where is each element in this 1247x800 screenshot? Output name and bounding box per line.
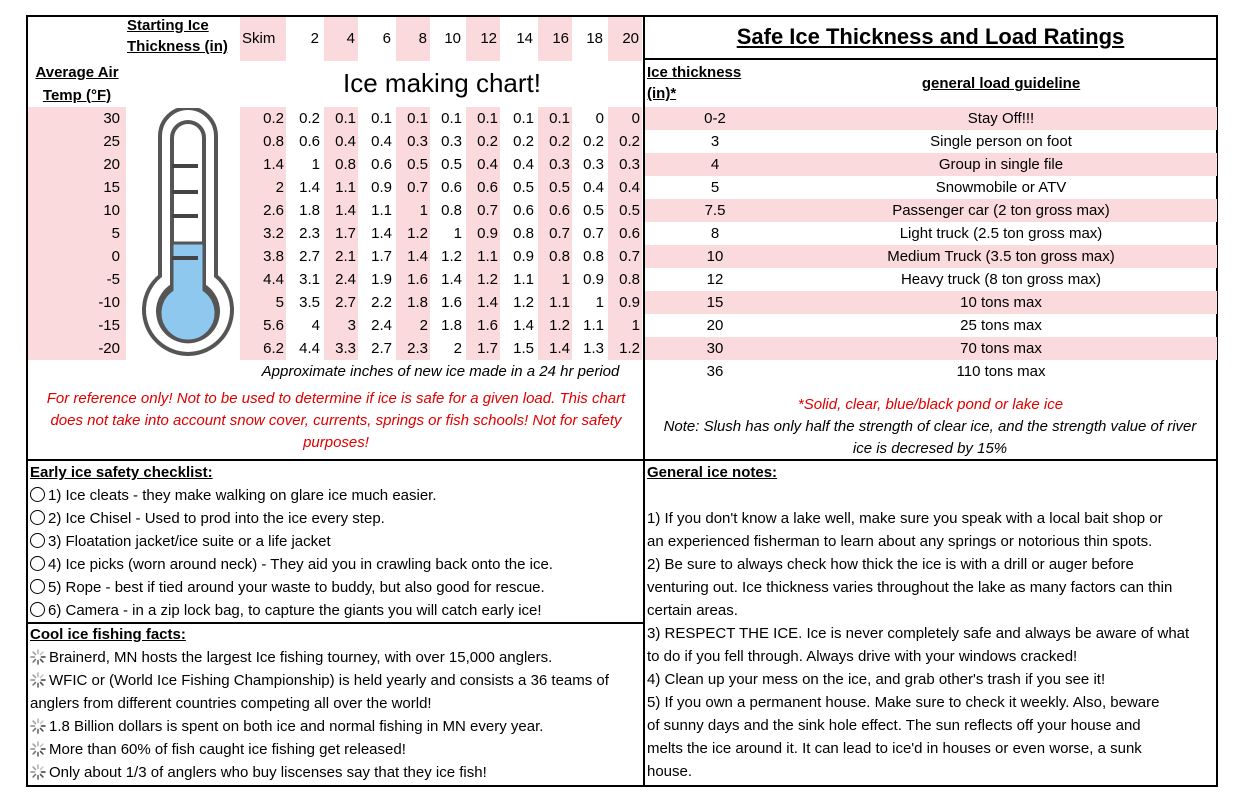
ice-value-cell: 0: [595, 110, 604, 127]
checklist-item-label: 3) Floatation jacket/ice suite or a life jacket: [48, 533, 331, 550]
checklist-item-label: 2) Ice Chisel - Used to prod into the ice every step.: [48, 510, 385, 527]
ice-value-cell: 3.2: [240, 222, 286, 245]
ice-value-cell: 1.1: [324, 176, 358, 199]
ice-value-cell: 2.2: [371, 294, 392, 311]
start-thickness-7: 14: [516, 30, 533, 47]
ice-value-cell: 0.7: [466, 199, 500, 222]
load-cell: 10 tons max: [960, 294, 1042, 311]
ice-value-cell: 1.2: [441, 248, 462, 265]
thickness-cell: 36: [706, 363, 724, 380]
ice-value-cell: 1.4: [396, 245, 430, 268]
ice-value-cell: 2.7: [299, 248, 320, 265]
fact-text: anglers from different countries competing all over the world!: [30, 695, 432, 712]
load-row: [645, 291, 1217, 314]
checklist-title: Early ice safety checklist:: [30, 464, 213, 481]
ice-value-cell: 1.2: [608, 337, 642, 360]
ice-value-cell: 1.4: [538, 337, 572, 360]
note-line: 2) Be sure to always check how thick the ice is with a drill or auger before: [647, 556, 1134, 573]
chart-caption: Approximate inches of new ice made in a 24 hr period: [261, 363, 620, 380]
ice-value-cell: 0.5: [441, 156, 462, 173]
thickness-cell: 30: [706, 340, 724, 357]
ice-value-cell: 1.4: [371, 225, 392, 242]
fact-item: [30, 738, 406, 761]
thermometer-icon: [130, 108, 240, 363]
checklist-item: [30, 530, 331, 553]
ice-value-cell: 1.6: [466, 314, 500, 337]
facts-title: Cool ice fishing facts:: [30, 626, 186, 643]
ice-value-cell: 0.7: [538, 222, 572, 245]
checklist-item-label: 1) Ice cleats - they make walking on glare ice much easier.: [48, 487, 437, 504]
thickness-cell: 4: [710, 156, 720, 173]
load-row: [645, 130, 1217, 153]
fact-text: 1.8 Billion dollars is spent on both ice and normal fishing in MN every year.: [49, 718, 544, 735]
temp-cell: -10: [28, 291, 126, 314]
start-thickness-6: 12: [466, 17, 500, 61]
temp-cell: -5: [28, 268, 126, 291]
checkbox-circle-icon[interactable]: [30, 602, 45, 617]
ice-value-cell: 1.2: [538, 314, 572, 337]
ice-value-cell: 0.6: [538, 199, 572, 222]
load-cell: 110 tons max: [956, 363, 1046, 380]
ice-value-cell: 1.7: [324, 222, 358, 245]
ice-value-cell: 0.7: [608, 245, 642, 268]
ice-thickness-header: Ice thickness (in)*: [647, 64, 742, 102]
load-cell: Single person on foot: [930, 133, 1072, 150]
ice-value-cell: 0.2: [583, 133, 604, 150]
sparkle-bullet-icon: [30, 649, 46, 665]
ice-value-cell: 1.5: [513, 340, 534, 357]
ice-value-cell: 0.8: [324, 153, 358, 176]
start-thickness-1: 2: [310, 30, 319, 47]
note-line: of sunny days and the sink hole effect. The sun reflects off your house and: [647, 717, 1141, 734]
ice-value-cell: 0.4: [466, 153, 500, 176]
load-row: [645, 245, 1217, 268]
ice-value-cell: 1: [538, 268, 572, 291]
ice-value-cell: 1.2: [513, 294, 534, 311]
ice-value-cell: 0.6: [299, 133, 320, 150]
checkbox-circle-icon[interactable]: [30, 579, 45, 594]
note-line: to do if you fell through. Always drive with your windows cracked!: [647, 648, 1078, 665]
ice-value-cell: 4.4: [299, 340, 320, 357]
checkbox-circle-icon[interactable]: [30, 556, 45, 571]
ice-value-cell: 0.8: [240, 130, 286, 153]
ice-value-cell: 0.2: [466, 130, 500, 153]
thickness-cell: 3: [710, 133, 720, 150]
ice-value-cell: 0.6: [513, 202, 534, 219]
ice-value-cell: 2.1: [324, 245, 358, 268]
load-row: [645, 153, 1217, 176]
ice-value-cell: 0.3: [608, 153, 642, 176]
checkbox-circle-icon[interactable]: [30, 487, 45, 502]
ice-value-cell: 0.7: [396, 176, 430, 199]
checklist-item: [30, 484, 437, 507]
ice-value-cell: 0.2: [538, 130, 572, 153]
ice-value-cell: 0.9: [583, 271, 604, 288]
ice-value-cell: 1.3: [583, 340, 604, 357]
ice-value-cell: 0: [608, 107, 642, 130]
ice-value-cell: 0.1: [538, 107, 572, 130]
temp-cell: 15: [28, 176, 126, 199]
temp-cell: 0: [28, 245, 126, 268]
fact-text: Brainerd, MN hosts the largest Ice fishing tourney, with over 15,000 anglers.: [49, 649, 553, 666]
ice-value-cell: 0.1: [396, 107, 430, 130]
ice-value-cell: 1: [453, 225, 462, 242]
checklist-item: [30, 599, 542, 622]
ice-value-cell: 0.4: [513, 156, 534, 173]
ice-value-cell: 6.2: [240, 337, 286, 360]
ice-value-cell: 0.5: [583, 202, 604, 219]
note-line: house.: [647, 763, 693, 780]
ice-value-cell: 5.6: [240, 314, 286, 337]
note-line: 5) If you own a permanent house. Make sure to check it weekly. Also, beware: [647, 694, 1160, 711]
ice-value-cell: 1.1: [538, 291, 572, 314]
ice-value-cell: 1: [311, 156, 320, 173]
temp-cell: 5: [28, 222, 126, 245]
ice-value-cell: 0.3: [441, 133, 462, 150]
sparkle-bullet-icon: [30, 718, 46, 734]
ice-value-cell: 2: [240, 176, 286, 199]
thickness-cell: 12: [706, 271, 724, 288]
starting-ice-label: Starting Ice Thickness (in): [127, 17, 228, 55]
ice-value-cell: 1.1: [513, 271, 534, 288]
checkbox-circle-icon[interactable]: [30, 533, 45, 548]
ice-value-cell: 0.8: [583, 248, 604, 265]
ice-value-cell: 1.4: [324, 199, 358, 222]
temp-cell: 10: [28, 199, 126, 222]
ice-value-cell: 0.8: [608, 268, 642, 291]
ice-value-cell: 0.1: [513, 110, 534, 127]
ice-value-cell: 1.6: [396, 268, 430, 291]
fact-item: [30, 646, 552, 669]
load-cell: Stay Off!!!: [967, 110, 1035, 127]
ice-value-cell: 2.4: [371, 317, 392, 334]
ice-value-cell: 1.8: [396, 291, 430, 314]
ice-value-cell: 0.3: [583, 156, 604, 173]
ice-value-cell: 2.4: [324, 268, 358, 291]
chart-disclaimer: For reference only! Not to be used to determine if ice is safe for a given load. This chart does not take into account snow cover, currents, springs or fish schools! Not for safety purposes!: [46, 390, 626, 451]
ice-value-cell: 4.4: [240, 268, 286, 291]
ice-value-cell: 1.6: [441, 294, 462, 311]
ice-value-cell: 1.9: [371, 271, 392, 288]
ice-value-cell: 0.5: [513, 179, 534, 196]
ice-value-cell: 3.3: [324, 337, 358, 360]
ice-value-cell: 4: [311, 317, 320, 334]
temp-cell: -15: [28, 314, 126, 337]
ice-value-cell: 2.7: [371, 340, 392, 357]
sparkle-bullet-icon: [30, 741, 46, 757]
load-cell: Snowmobile or ATV: [935, 179, 1067, 196]
load-row: [645, 314, 1217, 337]
ice-value-cell: 0.9: [513, 248, 534, 265]
start-thickness-10: 20: [608, 17, 642, 61]
thickness-cell: 10: [706, 248, 724, 265]
ice-value-cell: 0.8: [441, 202, 462, 219]
load-footnote: *Solid, clear, blue/black pond or lake ice: [797, 396, 1064, 413]
thickness-cell: 20: [706, 317, 724, 334]
fact-item: [30, 692, 432, 715]
load-cell: Passenger car (2 ton gross max): [892, 202, 1110, 219]
fact-text: WFIC or (World Ice Fishing Championship) is held yearly and consists a 36 teams of: [49, 672, 609, 689]
note-line: certain areas.: [647, 602, 738, 619]
start-thickness-0: Skim: [240, 17, 286, 61]
temp-cell: -20: [28, 337, 126, 360]
ice-value-cell: 0.3: [396, 130, 430, 153]
fact-item: [30, 669, 609, 692]
load-cell: Light truck (2.5 ton gross max): [899, 225, 1103, 242]
load-row: [645, 222, 1217, 245]
ice-value-cell: 3.5: [299, 294, 320, 311]
ice-value-cell: 0.4: [324, 130, 358, 153]
checkbox-circle-icon[interactable]: [30, 510, 45, 525]
checklist-item: [30, 507, 385, 530]
temp-cell: 30: [28, 107, 126, 130]
load-cell: Medium Truck (3.5 ton gross max): [887, 248, 1115, 265]
ice-value-cell: 1.8: [299, 202, 320, 219]
ice-value-cell: 1: [608, 314, 642, 337]
ice-value-cell: 1.4: [299, 179, 320, 196]
load-row: [645, 107, 1217, 130]
ice-value-cell: 0.1: [371, 110, 392, 127]
ice-value-cell: 3: [324, 314, 358, 337]
temp-cell: 25: [28, 130, 126, 153]
thickness-cell: 7.5: [704, 202, 726, 219]
ice-value-cell: 2.7: [324, 291, 358, 314]
load-guideline-header: general load guideline: [921, 75, 1081, 92]
start-thickness-2: 4: [324, 17, 358, 61]
ice-value-cell: 2.3: [299, 225, 320, 242]
ice-value-cell: 1.7: [466, 337, 500, 360]
load-row: [645, 268, 1217, 291]
ice-value-cell: 0.8: [513, 225, 534, 242]
start-thickness-4: 8: [396, 17, 430, 61]
ice-value-cell: 1.4: [466, 291, 500, 314]
load-row: [645, 337, 1217, 360]
note-line: 3) RESPECT THE ICE. Ice is never completely safe and always be aware of what: [647, 625, 1190, 642]
ice-value-cell: 0.6: [608, 222, 642, 245]
sparkle-bullet-icon: [30, 764, 46, 780]
load-row: [645, 360, 1217, 383]
checklist-item-label: 6) Camera - in a zip lock bag, to capture the giants you will catch early ice!: [48, 602, 542, 619]
checklist-item-label: 5) Rope - best if tied around your waste to buddy, but also good for rescue.: [48, 579, 545, 596]
note-line: melts the ice around it. It can lead to ice'd in houses or even worse, a sunk: [647, 740, 1142, 757]
ice-value-cell: 2.3: [396, 337, 430, 360]
ice-value-cell: 1.4: [513, 317, 534, 334]
ice-value-cell: 3.1: [299, 271, 320, 288]
ice-value-cell: 0.6: [466, 176, 500, 199]
sparkle-bullet-icon: [30, 672, 46, 688]
ice-value-cell: 1.1: [371, 202, 392, 219]
checklist-item: [30, 576, 545, 599]
thickness-cell: 5: [710, 179, 720, 196]
ice-value-cell: 1.8: [441, 317, 462, 334]
thickness-cell: 15: [706, 294, 724, 311]
fact-item: [30, 715, 543, 738]
ice-value-cell: 1: [396, 199, 430, 222]
ice-value-cell: 2.6: [240, 199, 286, 222]
ice-value-cell: 0.2: [240, 107, 286, 130]
note-line: 4) Clean up your mess on the ice, and grab other's trash if you see it!: [647, 671, 1106, 688]
ice-value-cell: 0.9: [371, 179, 392, 196]
checklist-item-label: 4) Ice picks (worn around neck) - They aid you in crawling back onto the ice.: [48, 556, 553, 573]
ice-value-cell: 0.2: [608, 130, 642, 153]
thickness-cell: 0-2: [704, 110, 726, 127]
thickness-cell: 8: [710, 225, 720, 242]
fact-item: [30, 761, 487, 784]
notes-title: General ice notes:: [647, 464, 778, 481]
ice-value-cell: 1.2: [396, 222, 430, 245]
fact-text: More than 60% of fish caught ice fishing get released!: [49, 741, 406, 758]
ice-value-cell: 1.4: [441, 271, 462, 288]
load-row: [645, 199, 1217, 222]
note-line: an experienced fisherman to learn about any springs or notorious thin spots.: [647, 533, 1153, 550]
note-line: 1) If you don't know a lake well, make sure you speak with a local bait shop or: [647, 510, 1163, 527]
ice-value-cell: 0.1: [466, 107, 500, 130]
start-thickness-3: 6: [382, 30, 391, 47]
ice-value-cell: 1: [595, 294, 604, 311]
ice-value-cell: 0.2: [299, 110, 320, 127]
ice-value-cell: 0.2: [513, 133, 534, 150]
ice-value-cell: 0.7: [583, 225, 604, 242]
ice-value-cell: 0.4: [371, 133, 392, 150]
load-cell: 25 tons max: [960, 317, 1042, 334]
load-cell: Group in single file: [938, 156, 1064, 173]
load-note: Note: Slush has only half the strength of clear ice, and the strength value of river ice is decresed by 15%: [663, 418, 1197, 457]
start-thickness-8: 16: [538, 17, 572, 61]
ice-value-cell: 0.9: [466, 222, 500, 245]
ice-value-cell: 0.6: [441, 179, 462, 196]
ice-value-cell: 0.4: [583, 179, 604, 196]
load-row: [645, 176, 1217, 199]
ice-value-cell: 1.7: [371, 248, 392, 265]
ice-value-cell: 0.4: [608, 176, 642, 199]
ice-value-cell: 0.5: [608, 199, 642, 222]
start-thickness-9: 18: [586, 30, 603, 47]
load-cell: 70 tons max: [960, 340, 1042, 357]
note-line: venturing out. Ice thickness varies throughout the lake as many factors can thin: [647, 579, 1173, 596]
ice-value-cell: 0.1: [441, 110, 462, 127]
ice-value-cell: 1.1: [466, 245, 500, 268]
chart-title: Ice making chart!: [343, 68, 541, 98]
temp-cell: 20: [28, 153, 126, 176]
ice-value-cell: 2: [453, 340, 462, 357]
ice-value-cell: 5: [240, 291, 286, 314]
avg-air-temp-label: Average Air Temp (°F): [35, 64, 119, 104]
ice-value-cell: 0.3: [538, 153, 572, 176]
ice-value-cell: 0.5: [538, 176, 572, 199]
ice-value-cell: 0.5: [396, 153, 430, 176]
ice-value-cell: 0.9: [608, 291, 642, 314]
ice-value-cell: 1.1: [583, 317, 604, 334]
ice-value-cell: 0.1: [324, 107, 358, 130]
ice-value-cell: 0.6: [371, 156, 392, 173]
load-cell: Heavy truck (8 ton gross max): [900, 271, 1102, 288]
load-table-title: Safe Ice Thickness and Load Ratings: [645, 15, 1216, 60]
ice-value-cell: 1.2: [466, 268, 500, 291]
ice-value-cell: 1.4: [240, 153, 286, 176]
ice-value-cell: 2: [396, 314, 430, 337]
fact-text: Only about 1/3 of anglers who buy liscenses say that they ice fish!: [49, 764, 487, 781]
checklist-item: [30, 553, 553, 576]
ice-value-cell: 3.8: [240, 245, 286, 268]
ice-value-cell: 0.8: [538, 245, 572, 268]
start-thickness-5: 10: [444, 30, 461, 47]
